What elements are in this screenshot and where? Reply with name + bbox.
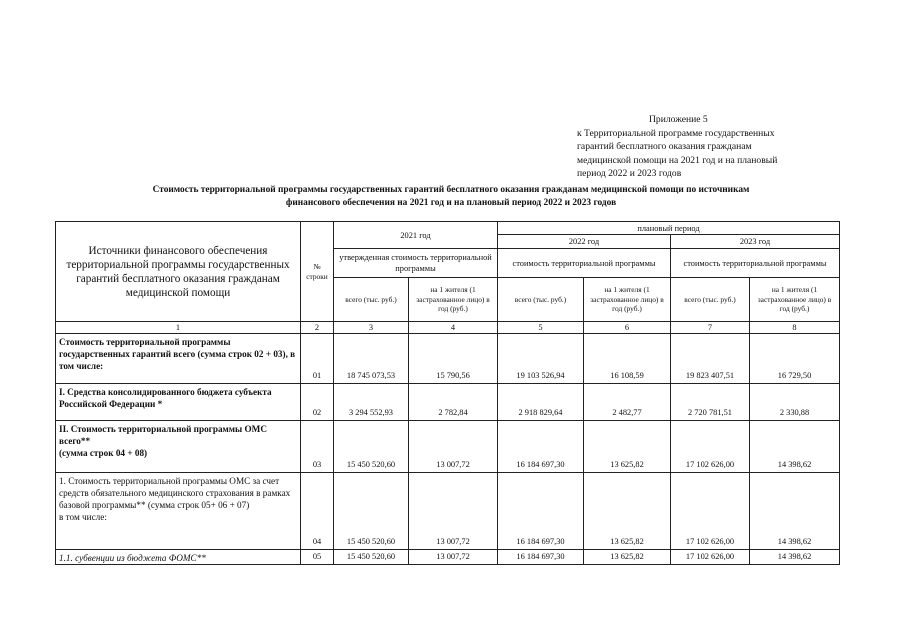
value-per-capita-2022: 16 108,59 — [584, 334, 671, 384]
row-label — [56, 421, 301, 473]
value-per-capita-2021: 13 007,72 — [409, 473, 498, 550]
column-number-cell: 7 — [671, 322, 750, 334]
header-row-no: № строки — [301, 222, 334, 322]
row-label-line-1: II. Стоимость территориальной программы ОМС всего** — [59, 424, 267, 446]
header-total-2023: всего (тыс. руб.) — [671, 278, 750, 322]
row-code: 01 — [301, 334, 334, 384]
row-label: I. Средства консолидированного бюджета субъекта Российской Федерации * — [56, 384, 301, 421]
value-total-2023: 17 102 626,00 — [671, 550, 750, 565]
value-total-2022: 16 184 697,30 — [498, 421, 584, 473]
value-per-capita-2021: 15 790,56 — [409, 334, 498, 384]
header-year-2023: 2023 год — [671, 235, 840, 249]
value-total-2021: 18 745 073,53 — [334, 334, 409, 384]
appendix-line-2: к Территориальной программе государственных — [577, 127, 775, 139]
header-per-capita-2023: на 1 жителя (1 застрахованное лицо) в год (руб.) — [750, 278, 840, 322]
column-number-cell: 1 — [56, 322, 301, 334]
row-code: 04 — [301, 473, 334, 550]
value-per-capita-2022: 13 625,82 — [584, 421, 671, 473]
column-number-cell: 3 — [334, 322, 409, 334]
row-label — [56, 473, 301, 550]
column-number-cell: 5 — [498, 322, 584, 334]
column-number-cell: 8 — [750, 322, 840, 334]
value-per-capita-2023: 2 330,88 — [750, 384, 840, 421]
table-row — [56, 421, 840, 473]
document-title-line-1: Стоимость территориальной программы государственных гарантий бесплатного оказания гражданам медицинской помощи по источникам — [152, 185, 750, 195]
value-per-capita-2022: 13 625,82 — [584, 550, 671, 565]
value-per-capita-2023: 14 398,62 — [750, 421, 840, 473]
value-per-capita-2023: 14 398,62 — [750, 550, 840, 565]
value-total-2021: 3 294 552,93 — [334, 384, 409, 421]
value-total-2021: 15 450 520,60 — [334, 473, 409, 550]
value-total-2022: 16 184 697,30 — [498, 473, 584, 550]
row-code: 02 — [301, 384, 334, 421]
header-per-capita-2021: на 1 жителя (1 застрахованное лицо) в год (руб.) — [409, 278, 498, 322]
value-total-2023: 2 720 781,51 — [671, 384, 750, 421]
appendix-line-5: период 2022 и 2023 годов — [577, 168, 682, 180]
row-label-line-2: (сумма строк 04 + 08) — [59, 448, 148, 458]
header-source: Источники финансового обеспечения территориальной программы государственных гарантий бесплатного оказания гражданам медицинской помощи — [56, 222, 301, 322]
header-year-2022: 2022 год — [498, 235, 671, 249]
header-year-2021: 2021 год — [334, 222, 498, 249]
value-per-capita-2022: 13 625,82 — [584, 473, 671, 550]
value-total-2022: 2 918 829,64 — [498, 384, 584, 421]
value-total-2022: 19 103 526,94 — [498, 334, 584, 384]
value-per-capita-2022: 2 482,77 — [584, 384, 671, 421]
column-number-cell: 2 — [301, 322, 334, 334]
appendix-line-1: Приложение 5 — [649, 114, 708, 125]
value-per-capita-2021: 13 007,72 — [409, 550, 498, 565]
header-program-cost-2022: стоимость территориальной программы — [498, 249, 671, 278]
column-number-row — [56, 322, 840, 334]
header-total-2021: всего (тыс. руб.) — [334, 278, 409, 322]
value-per-capita-2023: 14 398,62 — [750, 473, 840, 550]
row-label-line-2: в том числе: — [59, 512, 107, 522]
header-approved-cost: утвержденная стоимость территориальной программы — [334, 249, 498, 278]
value-per-capita-2021: 2 782,84 — [409, 384, 498, 421]
value-total-2022: 16 184 697,30 — [498, 550, 584, 565]
value-total-2023: 19 823 407,51 — [671, 334, 750, 384]
value-per-capita-2023: 16 729,50 — [750, 334, 840, 384]
value-total-2021: 15 450 520,60 — [334, 550, 409, 565]
table-row — [56, 550, 840, 565]
row-code: 05 — [301, 550, 334, 565]
table-row — [56, 384, 840, 421]
row-label-line-1: 1. Стоимость территориальной программы ОМС за счет средств обязательного медицинского страхования в рамках базовой программы** (сумма строк 05+ 06 + 07) — [59, 476, 291, 510]
row-code: 03 — [301, 421, 334, 473]
header-total-2022: всего (тыс. руб.) — [498, 278, 584, 322]
value-total-2023: 17 102 626,00 — [671, 421, 750, 473]
appendix-note — [577, 113, 857, 181]
column-number-cell: 4 — [409, 322, 498, 334]
value-total-2021: 15 450 520,60 — [334, 421, 409, 473]
cost-table — [55, 221, 840, 565]
row-label: 1.1. субвенции из бюджета ФОМС** — [56, 550, 301, 565]
table-row — [56, 473, 840, 550]
header-program-cost-2023: стоимость территориальной программы — [671, 249, 840, 278]
appendix-line-4: медицинской помощи на 2021 год и на плановый — [577, 154, 778, 166]
header-per-capita-2022: на 1 жителя (1 застрахованное лицо) в год (руб.) — [584, 278, 671, 322]
value-total-2023: 17 102 626,00 — [671, 473, 750, 550]
column-number-cell: 6 — [584, 322, 671, 334]
value-per-capita-2021: 13 007,72 — [409, 421, 498, 473]
document-title-line-2: финансового обеспечения на 2021 год и на плановый период 2022 и 2023 годов — [285, 198, 617, 208]
row-label: Стоимость территориальной программы государственных гарантий всего (сумма строк 02 + 03), в том числе: — [56, 334, 301, 384]
header-planned-period: плановый период — [498, 222, 840, 235]
table-row — [56, 334, 840, 384]
appendix-line-3: гарантий бесплатного оказания гражданам — [577, 141, 752, 153]
document-title — [56, 184, 846, 210]
